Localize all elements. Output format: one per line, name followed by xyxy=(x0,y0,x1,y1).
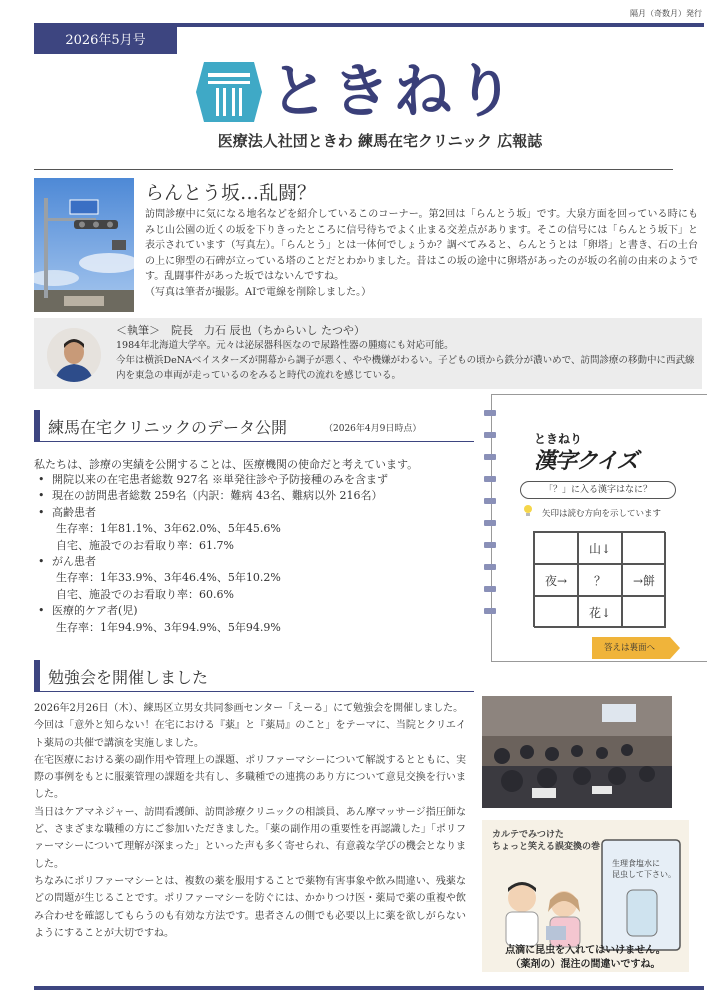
study-paragraph: 今回は「意外と知らない！在宅における『薬』と『薬局』のこと」をテーマに、当院とクリエイト薬局の共催で講演を実施しました。 xyxy=(34,720,466,749)
list-item: • 開院以来の在宅患者総数 927名 ※単発往診や予防接種のみを含まず xyxy=(38,472,388,488)
grid-cell-left: 夜→ xyxy=(534,564,578,596)
manga-sign-line2: 昆虫して下さい。 xyxy=(612,870,676,879)
rantozaka-text: 訪問診療中に気になる地名などを紹介しているこのコーナー。第2回は「らんとう坂」です。大泉方面を回っている時にもみじ山公園の近くの坂を下りきったところに信号待ちでよく止まる交差点があります。そこの信号には「らんとう坂下」と表示されています（写真左）。「らんとう」とは一体何でしょうか？調べてみると、らんとうとは「卵塔」と書き、石の土台の上に卵型の石碑が立っている塔のことだとわかりました。昔はこの坂の途中に卵塔があったのが坂の名前の由来のようです。乱闘事件があった坂ではないんですね。 xyxy=(145,209,698,283)
grid-cell-empty xyxy=(622,596,666,628)
section-rule xyxy=(40,691,474,692)
rantozaka-title: らんとう坂…乱闘？ xyxy=(145,182,317,204)
header-divider xyxy=(34,169,673,170)
author-avatar xyxy=(47,328,101,382)
study-section-header xyxy=(34,660,474,692)
data-intro: 私たちは、診療の実績を公開することは、医療機関の使命だと考えています。 xyxy=(34,458,419,471)
study-body xyxy=(34,700,466,942)
study-section-title: 勉強会を開催しました xyxy=(48,668,209,687)
grid-cell-center: ？ xyxy=(578,564,622,596)
study-paragraph: 2026年2月26日（木）、練馬区立男女共同参画センター「えーる」にて勉強会を開催しました。 xyxy=(34,703,464,714)
list-subitem: 生存率：1年94.9%、3年94.9%、5年94.9% xyxy=(56,620,281,634)
publication-frequency: 隔月（奇数月）発行 xyxy=(630,9,702,18)
section-bar xyxy=(34,410,40,442)
list-subitem: 生存率：1年33.9%、3年46.4%、5年10.2% xyxy=(56,571,281,585)
author-bio-line1: 1984年北海道大学卒。元々は泌尿器科医なので尿路性器の腫瘍にも対応可能。 xyxy=(116,340,454,351)
manga-sign-line1: 生理食塩水に xyxy=(612,859,660,868)
bottom-rule xyxy=(34,986,704,990)
rantozaka-note: （写真は筆者が撮影。AIで電線を削除しました。） xyxy=(145,286,372,298)
manga-title xyxy=(492,829,600,853)
study-paragraph: ちなみにポリファーマシーとは、複数の薬を服用することで薬物有害事象や飲み間違い、残薬などの問題が生じることです。ポリファーマシーを防ぐには、かかりつけ医・薬局で薬の重複や飲み合わせを確認してもらうのも有効な方法です。患者さんの側でも必要以上に薬を欲しがらないようにすることが大切ですね。 xyxy=(34,875,466,939)
quiz-title: 漢字クイズ xyxy=(534,449,638,474)
section-rule xyxy=(40,441,474,442)
author-bio xyxy=(116,338,696,383)
study-paragraph: 在宅医療における薬の副作用や管理上の課題、ポリファーマシーについて解説するとともに、実際の事例をもとに服薬管理の課題を共有し、多職種での連携のあり方について意見交換を行いました。 xyxy=(34,754,466,801)
rantozaka-body xyxy=(145,207,698,301)
logo-icon xyxy=(196,62,262,122)
logo-text: ときねり xyxy=(270,57,519,125)
data-section-title: 練馬在宅クリニックのデータ公開 xyxy=(48,418,288,437)
list-item: • がん患者 xyxy=(38,554,388,570)
quiz-brand: ときねり xyxy=(534,432,583,446)
quiz-hint: 矢印は読む方向を示しています xyxy=(542,509,662,519)
study-paragraph: 当日はケアマネジャー、訪問看護師、訪問診療クリニックの相談員、あん摩マッサージ指圧師など、さまざまな職種の方にご参加いただきました。「薬の副作用の重要性を再認識した」「ポリファーマシーについて理解が深まった」といった声も多く寄せられ、有意義な学びの機会となりました。 xyxy=(34,806,466,870)
data-section-header xyxy=(34,410,474,442)
data-section-date: （2026年4月9日時点） xyxy=(324,424,422,434)
grid-cell-top: 山↓ xyxy=(578,532,622,564)
list-item: • 現在の訪問患者総数 259名（内訳：難病 43名、難病以外 216名） xyxy=(38,488,388,504)
list-subitem: 自宅、施設でのお看取り率：60.6% xyxy=(56,587,234,601)
data-list xyxy=(38,472,388,636)
list-item: • 医療的ケア者(児) xyxy=(38,603,388,619)
grid-cell-empty xyxy=(622,532,666,564)
manga-title-line2: ちょっと笑える誤変換の巻 xyxy=(492,842,601,852)
author-name: ＜執筆＞ 院長 力石 辰也（ちからいし たつや） xyxy=(116,324,365,337)
traffic-signal-photo xyxy=(34,178,134,312)
kanji-grid xyxy=(533,531,665,627)
author-bio-line2: 今年は横浜DeNAベイスターズが開幕から調子が悪く、やや機嫌がわるい。子どもの頃から鉄分が濃いめで、訪問診療の移動中に西武線内を東急の車両が走っているのをみると時代の流れを感じている。 xyxy=(116,355,695,381)
manga-sign xyxy=(612,858,676,880)
quiz-question: 「？」に入る漢字はなに？ xyxy=(520,481,676,499)
manga-caption xyxy=(482,944,689,972)
issue-label: 2026年5月号 xyxy=(34,27,177,54)
lightbulb-icon xyxy=(522,504,534,518)
notebook-spiral xyxy=(484,410,498,630)
subtitle: 医療法人社団ときわ 練馬在宅クリニック 広報誌 xyxy=(217,132,543,150)
study-session-photo xyxy=(482,696,672,808)
grid-cell-empty xyxy=(534,596,578,628)
list-item: • 高齢患者 xyxy=(38,505,388,521)
manga-caption-line1: 点滴に昆虫を入れてはいけません。 xyxy=(505,945,666,956)
grid-cell-empty xyxy=(534,532,578,564)
grid-cell-right: →餅 xyxy=(622,564,666,596)
list-subitem: 生存率：1年81.1%、3年62.0%、5年45.6% xyxy=(56,522,281,536)
answer-tag: 答えは裏面へ xyxy=(604,643,656,653)
manga-caption-line2: （薬剤の）混注の間違いですね。 xyxy=(510,959,661,970)
list-subitem: 自宅、施設でのお看取り率：61.7% xyxy=(56,538,234,552)
grid-cell-bottom: 花↓ xyxy=(578,596,622,628)
manga-title-line1: カルテでみつけた xyxy=(492,830,564,840)
section-bar xyxy=(34,660,40,692)
